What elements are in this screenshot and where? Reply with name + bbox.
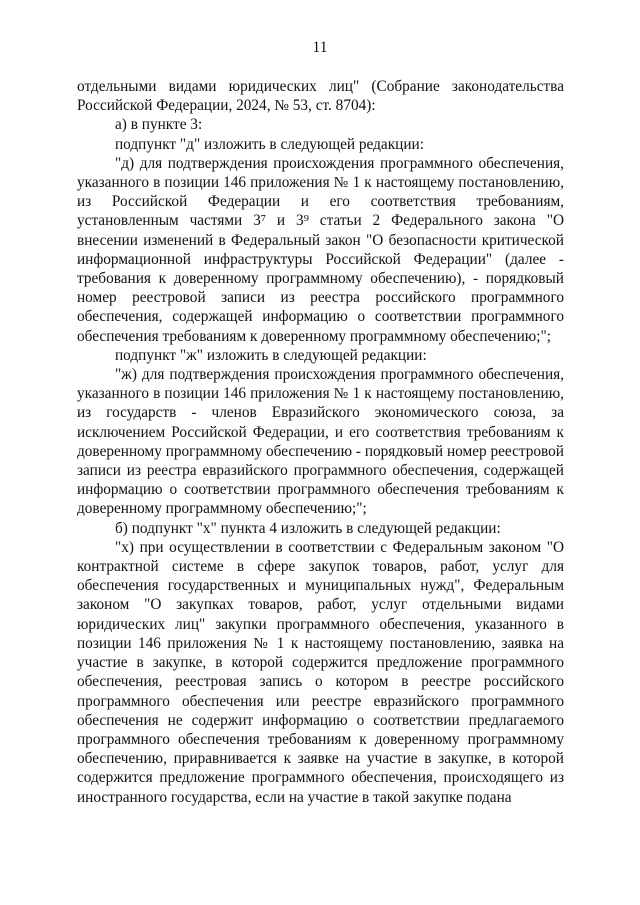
document-body — [77, 77, 564, 807]
paragraph-subitem-zh-text: "ж) для подтверждения происхождения программного обеспечения, указанного в позиции 146 приложения № 1 к настоящему постановлению, из государств - членов Евразийского экономического союза, за исключением Российской Федерации, и его соответствия требованиям к доверенному программному обеспечению - порядковый номер реестровой записи из реестра евразийского программного обеспечения, содержащей информацию о соответствии программного обеспечения требованиям к доверенному программному обеспечению;"; — [77, 366, 564, 518]
paragraph-subitem-zh-heading: подпункт "ж" изложить в следующей редакции: — [115, 346, 427, 364]
paragraph-subitem-d-text: "д) для подтверждения происхождения программного обеспечения, указанного в позиции 146 приложения № 1 к настоящему постановлению, из Российской Федерации и его соответствия требованиям, установленным частями 3⁷ и 3⁹ статьи 2 Федерального закона "О внесении изменений в Федеральный закон "О безопасности критической информационной инфраструктуры Российской Федерации" (далее - требования к доверенному программному обеспечению), - порядковый номер реестровой записи из реестра российского программного обеспечения, содержащей информацию о соответствии программного обеспечения требованиям к доверенному программному обеспечению;"; — [77, 154, 564, 345]
paragraph-subitem-d-heading: подпункт "д" изложить в следующей редакции: — [115, 135, 424, 153]
paragraph-item-b: б) подпункт "х" пункта 4 изложить в следующей редакции: — [115, 519, 501, 537]
paragraph-intro: отдельными видами юридических лиц" (Собрание законодательства Российской Федерации, 2024, № 53, ст. 8704): — [77, 78, 564, 115]
page-number: 11 — [312, 39, 328, 56]
paragraph-subitem-kh-text: "х) при осуществлении в соответствии с Федеральным законом "О контрактной системе в сфере закупок товаров, работ, услуг для обеспечения государственных и муниципальных нужд", Федеральным законом "О закупках товаров, работ, услуг отдельными видами юридических лиц" закупки программного обеспечения, указанного в позиции 146 приложения № 1 к настоящему постановлению, заявка на участие в закупке, в которой содержится предложение программного обеспечения, реестровая запись о котором в реестре российского программного обеспечения или реестре евразийского программного обеспечения не содержит информацию о соответствии предлагаемого программного обеспечения требованиям к доверенному программному обеспечению, приравнивается к заявке на участие в закупке, в которой содержится предложение программного обеспечения, происходящего из иностранного государства, если на участие в такой закупке подана — [77, 538, 564, 806]
paragraph-item-a: а) в пункте 3: — [115, 116, 203, 134]
